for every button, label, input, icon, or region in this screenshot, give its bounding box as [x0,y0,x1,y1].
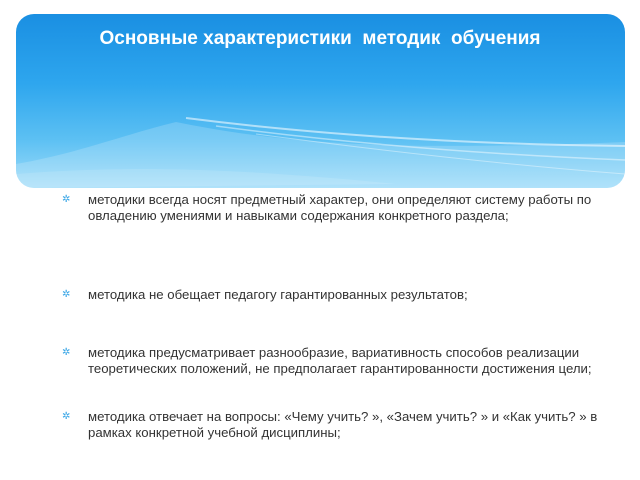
star-bullet-icon: ✲ [62,194,71,205]
bullet-item [62,409,608,441]
star-bullet-icon: ✲ [62,347,71,358]
bullet-text: методики всегда носят предметный характер, они определяют систему работы по овладению умениями и навыками содержания конкретного раздела; [88,192,592,223]
bullet-text: методика не обещает педагогу гарантированных результатов; [88,287,468,302]
bullet-item [62,287,608,303]
star-bullet-icon: ✲ [62,289,71,300]
bullet-item [62,345,608,377]
star-bullet-icon: ✲ [62,411,71,422]
bullet-text: методика предусматривает разнообразие, вариативность способов реализации теоретических положений, не предполагает гарантированности достижения цели; [88,345,592,376]
bullet-text: методика отвечает на вопросы: «Чему учить? », «Зачем учить? » и «Как учить? » в рамках конкретной учебной дисциплины; [88,409,598,440]
bullet-item [62,192,608,224]
slide-title: Основные характеристики методик обучения [99,28,541,49]
